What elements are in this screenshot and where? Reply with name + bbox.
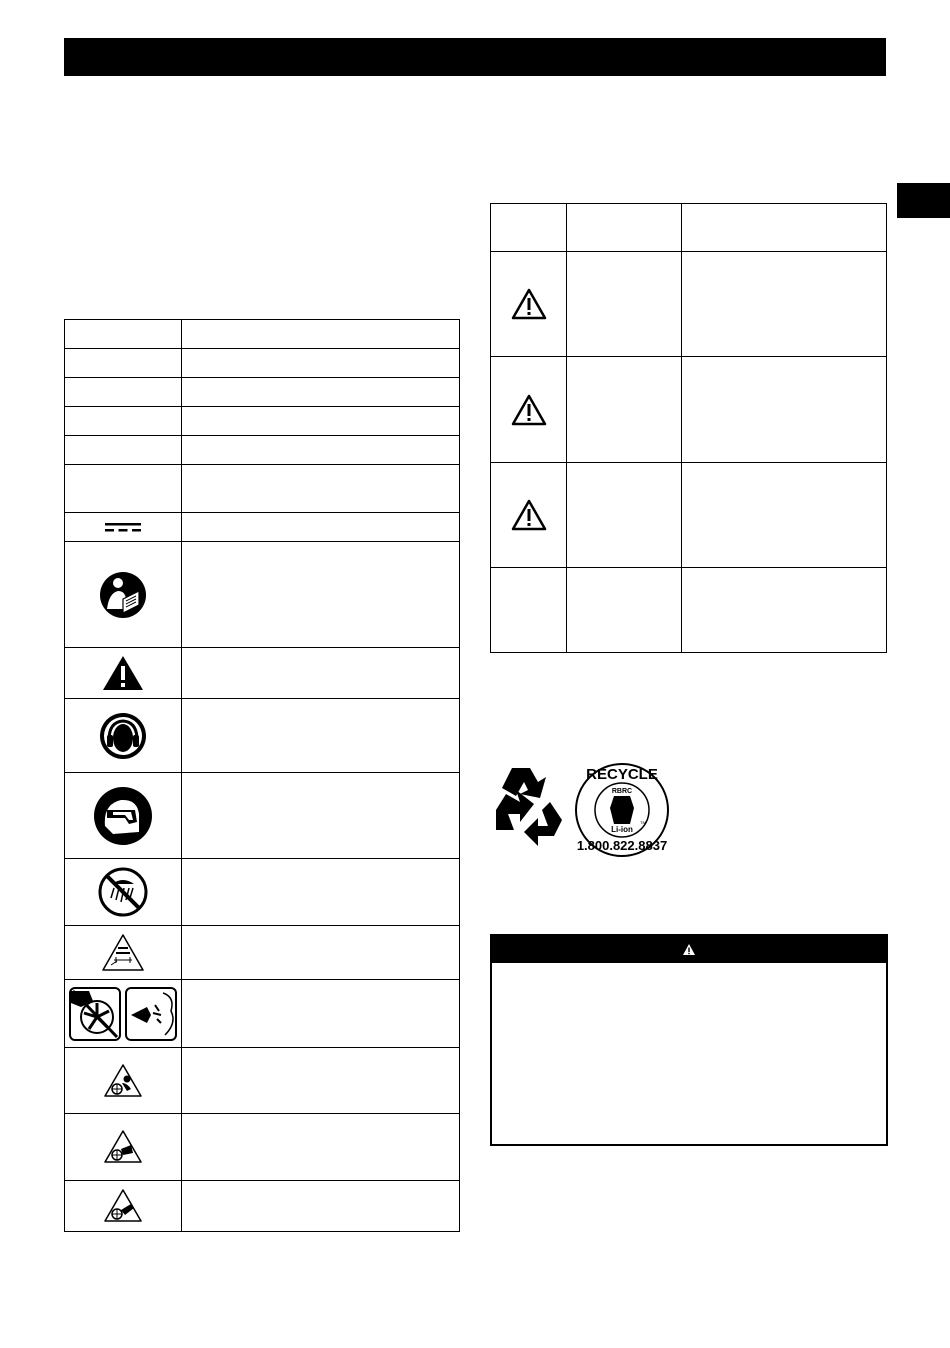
table-row (65, 407, 460, 436)
symbol-cell (65, 1181, 182, 1232)
signal-word-cell (567, 463, 682, 568)
description-cell (182, 699, 460, 773)
description-cell (182, 349, 460, 378)
description-cell (182, 1048, 460, 1114)
eye-protection-icon (93, 786, 153, 846)
table-row (65, 980, 460, 1048)
symbols-table (64, 319, 460, 1232)
signal-word-cell (567, 204, 682, 252)
table-row (491, 568, 887, 653)
description-cell (182, 465, 460, 513)
table-row (65, 1114, 460, 1181)
description-cell (182, 320, 460, 349)
safety-alert-icon (101, 654, 145, 692)
symbol-cell (65, 859, 182, 926)
symbol-cell (65, 542, 182, 648)
signal-icon-cell (491, 357, 567, 463)
description-cell (182, 926, 460, 980)
symbol-cell (65, 1048, 182, 1114)
seal-org-text: RBRC (611, 788, 633, 795)
table-row (491, 463, 887, 568)
ear-protection-icon (99, 712, 147, 760)
seal-chem-text: Li-ion (611, 825, 633, 834)
table-row (65, 859, 460, 926)
table-row (491, 252, 887, 357)
table-row (65, 465, 460, 513)
recycle-logos (490, 762, 680, 857)
signal-meaning-cell (682, 568, 887, 653)
table-row (491, 357, 887, 463)
seal-tm-text: TM (640, 820, 646, 825)
symbol-cell (65, 349, 182, 378)
read-manual-icon (99, 571, 147, 619)
symbol-cell (65, 407, 182, 436)
rotating-fan-debris-icon (67, 985, 179, 1043)
symbol-cell (65, 773, 182, 859)
description-cell (182, 513, 460, 542)
fan-clothing-hazard-icon (103, 1129, 143, 1165)
symbol-cell (65, 1114, 182, 1181)
signal-icon-cell (491, 463, 567, 568)
safe-distance-icon (101, 933, 145, 973)
section-tab (897, 183, 950, 218)
signal-icon-cell (491, 204, 567, 252)
fan-hair-hazard-icon (103, 1063, 143, 1099)
symbol-cell (65, 378, 182, 407)
warning-triangle-icon (682, 943, 696, 956)
symbol-cell (65, 465, 182, 513)
symbol-cell (65, 320, 182, 349)
warning-box (490, 934, 888, 1146)
fan-hand-hazard-icon (103, 1188, 143, 1224)
signal-word-cell (567, 568, 682, 653)
table-row (65, 699, 460, 773)
description-cell (182, 542, 460, 648)
description-cell (182, 436, 460, 465)
signal-table-header-row (491, 204, 887, 252)
rbrc-seal (576, 764, 668, 856)
warning-triangle-icon (510, 498, 548, 532)
signal-meaning-cell (682, 357, 887, 463)
signal-meaning-cell (682, 463, 887, 568)
table-row (65, 648, 460, 699)
table-row (65, 1048, 460, 1114)
description-cell (182, 378, 460, 407)
battery-icon (610, 796, 634, 824)
warning-triangle-icon (510, 393, 548, 427)
table-row (65, 513, 460, 542)
description-cell (182, 648, 460, 699)
symbol-cell (65, 699, 182, 773)
seal-top-text: RECYCLE (586, 766, 658, 783)
signal-icon-cell (491, 252, 567, 357)
table-row (65, 378, 460, 407)
description-cell (182, 1114, 460, 1181)
no-rain-icon (97, 866, 149, 918)
symbol-cell (65, 648, 182, 699)
description-cell (182, 980, 460, 1048)
table-row (65, 542, 460, 648)
table-row (65, 773, 460, 859)
seal-phone-text: 1.800.822.8837 (576, 838, 668, 853)
signal-word-cell (567, 252, 682, 357)
warning-heading (492, 936, 886, 963)
symbol-cell (65, 513, 182, 542)
description-cell (182, 773, 460, 859)
header-bar (64, 38, 886, 76)
signal-word-table (490, 203, 887, 653)
signal-meaning-cell (682, 204, 887, 252)
warning-triangle-icon (510, 287, 548, 321)
description-cell (182, 407, 460, 436)
description-cell (182, 1181, 460, 1232)
signal-word-cell (567, 357, 682, 463)
symbol-cell (65, 980, 182, 1048)
description-cell (182, 859, 460, 926)
signal-meaning-cell (682, 252, 887, 357)
table-row (65, 349, 460, 378)
signal-icon-cell (491, 568, 567, 653)
symbol-cell (65, 926, 182, 980)
symbol-cell (65, 436, 182, 465)
table-row (65, 926, 460, 980)
table-row (65, 436, 460, 465)
direct-current-icon (103, 521, 143, 533)
table-row (65, 1181, 460, 1232)
symbols-table-header-row (65, 320, 460, 349)
recycle-arrows-icon (496, 768, 562, 846)
